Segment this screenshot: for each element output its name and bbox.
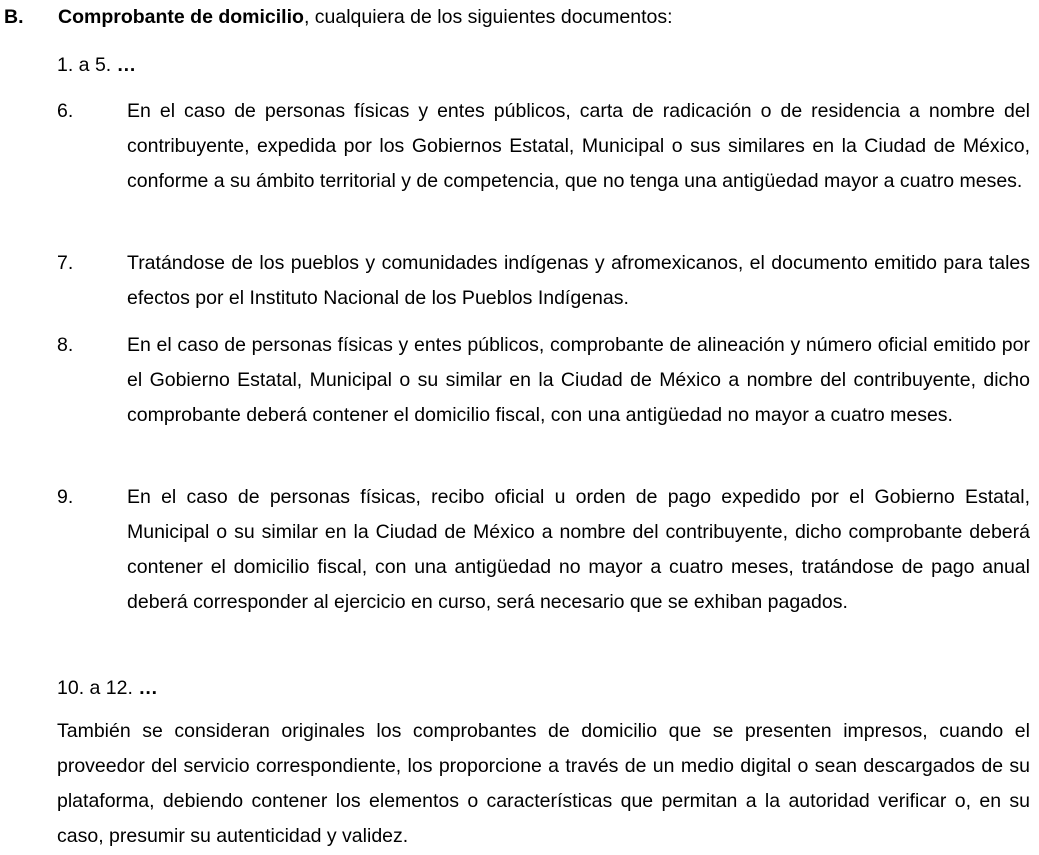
range-label: 1. a 5.	[57, 54, 117, 76]
range-label: 10. a 12.	[57, 677, 139, 699]
item-number-6: 6.	[57, 100, 74, 122]
section-intro: , cualquiera de los siguientes documentos:	[303, 6, 673, 28]
range-ellipsis: …	[116, 54, 137, 76]
item-text-7: Tratándose de los pueblos y comunidades indígenas y afromexicanos, el documento emitido para tales efectos por el Instituto Nacional de los Pueblos Indígenas.	[127, 252, 1030, 309]
section-letter: B.	[4, 6, 24, 28]
item-text-8: En el caso de personas físicas y entes públicos, comprobante de alineación y número oficial emitido por el Gobierno Estatal, Municipal o su similar en la Ciudad de México a nombre del contribuyente, dicho comprobante deberá contener el domicilio fiscal, con una antigüedad no mayor a cuatro meses.	[127, 334, 1030, 426]
range-10-to-12	[57, 675, 158, 701]
section-heading	[4, 4, 673, 30]
closing-paragraph: También se consideran originales los comprobantes de domicilio que se presenten impresos, cuando el proveedor del servicio correspondiente, los proporcione a través de un medio digital o sean descargados de su plataforma, debiendo contener los elementos o características que permitan a la autoridad verificar o, en su caso, presumir su autenticidad y validez.	[57, 720, 1030, 847]
section-title: Comprobante de domicilio	[58, 6, 304, 28]
range-ellipsis: …	[138, 677, 158, 699]
range-1-to-5	[57, 52, 136, 78]
item-text-6: En el caso de personas físicas y entes públicos, carta de radicación o de residencia a nombre del contribuyente, expedida por los Gobiernos Estatal, Municipal o sus similares en la Ciudad de México, conforme a su ámbito territorial y de competencia, que no tenga una antigüedad mayor a cuatro meses.	[127, 100, 1030, 192]
item-number-9: 9.	[57, 486, 74, 508]
item-number-7: 7.	[57, 252, 74, 274]
item-number-8: 8.	[57, 334, 74, 356]
item-text-9: En el caso de personas físicas, recibo oficial u orden de pago expedido por el Gobierno Estatal, Municipal o su similar en la Ciudad de México a nombre del contribuyente, dicho comprobante deberá contener el domicilio fiscal, con una antigüedad no mayor a cuatro meses, tratándose de pago anual deberá corresponder al ejercicio en curso, será necesario que se exhiban pagados.	[127, 486, 1030, 613]
